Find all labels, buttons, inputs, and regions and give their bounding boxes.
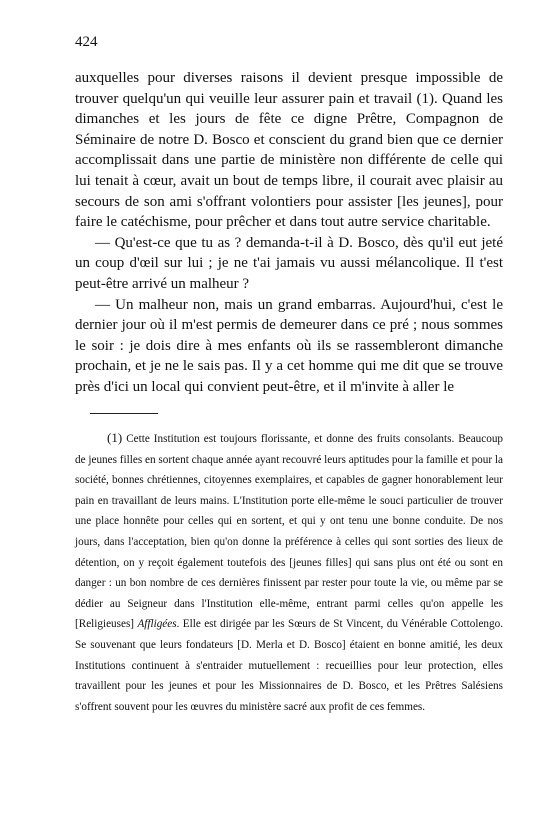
paragraph-3: — Un malheur non, mais un grand embarras. Aujourd'hui, c'est le dernier jour où il m'est permis de demeurer dans ce pré ; nous sommes le soir : je dois dire à mes enfants où ils se rassembleront dimanche prochain, et je ne le sais pas. Il y a cet homme qui me dit que se trouve près d'ici un local qui convient peut-être, et il m'invite à aller le	[75, 296, 503, 395]
footnote	[75, 428, 503, 717]
footnote-text-after: . Elle est dirigée par les Sœurs de St Vincent, du Vénérable Cottolengo. Se souvenant que leurs fondateurs [D. Merla et D. Bosco] étaient en bonne amitié, les deux Institutions continuent à s'entraider mutuellement : recueillies pour leur protection, elles travaillent pour les jeunes et pour les Missionnaires de D. Bosco, et les Prêtres Salésiens s'offrent souvent pour les œuvres du ministère sacré aux profit de ces femmes.	[75, 618, 504, 713]
page-number: 424	[75, 34, 98, 50]
body-text	[75, 68, 503, 398]
paragraph-1: auxquelles pour diverses raisons il devient presque impossible de trouver quelqu'un qui veuille leur assurer pain et travail (1). Quand les dimanches et les jours de fête ce digne Prêtre, Compagnon de Séminaire de notre D. Bosco et conscient du grand bien que ce dernier accomplissait dans une partie de ministère non différente de celle qui lui tenait à cœur, avait un bout de temps libre, il courait avec plaisir au secours de son ami s'offrant volontiers pour assister [les jeunes], pour faire le catéchisme, pour prêcher et dans tout autre service charitable.	[75, 70, 503, 231]
paragraph-2: — Qu'est-ce que tu as ? demanda-t-il à D. Bosco, dès qu'il eut jeté un coup d'œil sur lui ; je ne t'ai jamais vu aussi mélancolique. Il t'est peut-être arrivé un malheur ?	[75, 234, 503, 292]
footnote-separator	[90, 413, 158, 414]
footnote-marker: (1)	[107, 430, 123, 445]
footnote-italic-term: Affligées	[137, 618, 177, 631]
footnote-text: Cette Institution est toujours florissante, et donne des fruits consolants. Beaucoup de jeunes filles en sortent chaque année ayant recouvré leurs aptitudes pour la famille et pour la société, bonnes chrétiennes, citoyennes exemplaires, et capables de gagner honorablement leur pain en travaillant de leurs mains. L'Institution porte elle-même le souci particulier de trouver une place honnête pour celles qui en sortent, et qui y ont tenu une bonne conduite. De nos jours, dans l'acceptation, bien qu'on donne la préférence à celles qui sont sorties des lieux de détention, on y reçoit également toutefois des [jeunes filles] qui sans plus ont été ou sont en danger : un bon nombre de ces dernières finissent par rester pour toute la vie, ou même par se dédier au Seigneur dans l'Institution elle-même, entrant parmi celles qu'on appelle les [Religieuses]	[75, 433, 504, 631]
